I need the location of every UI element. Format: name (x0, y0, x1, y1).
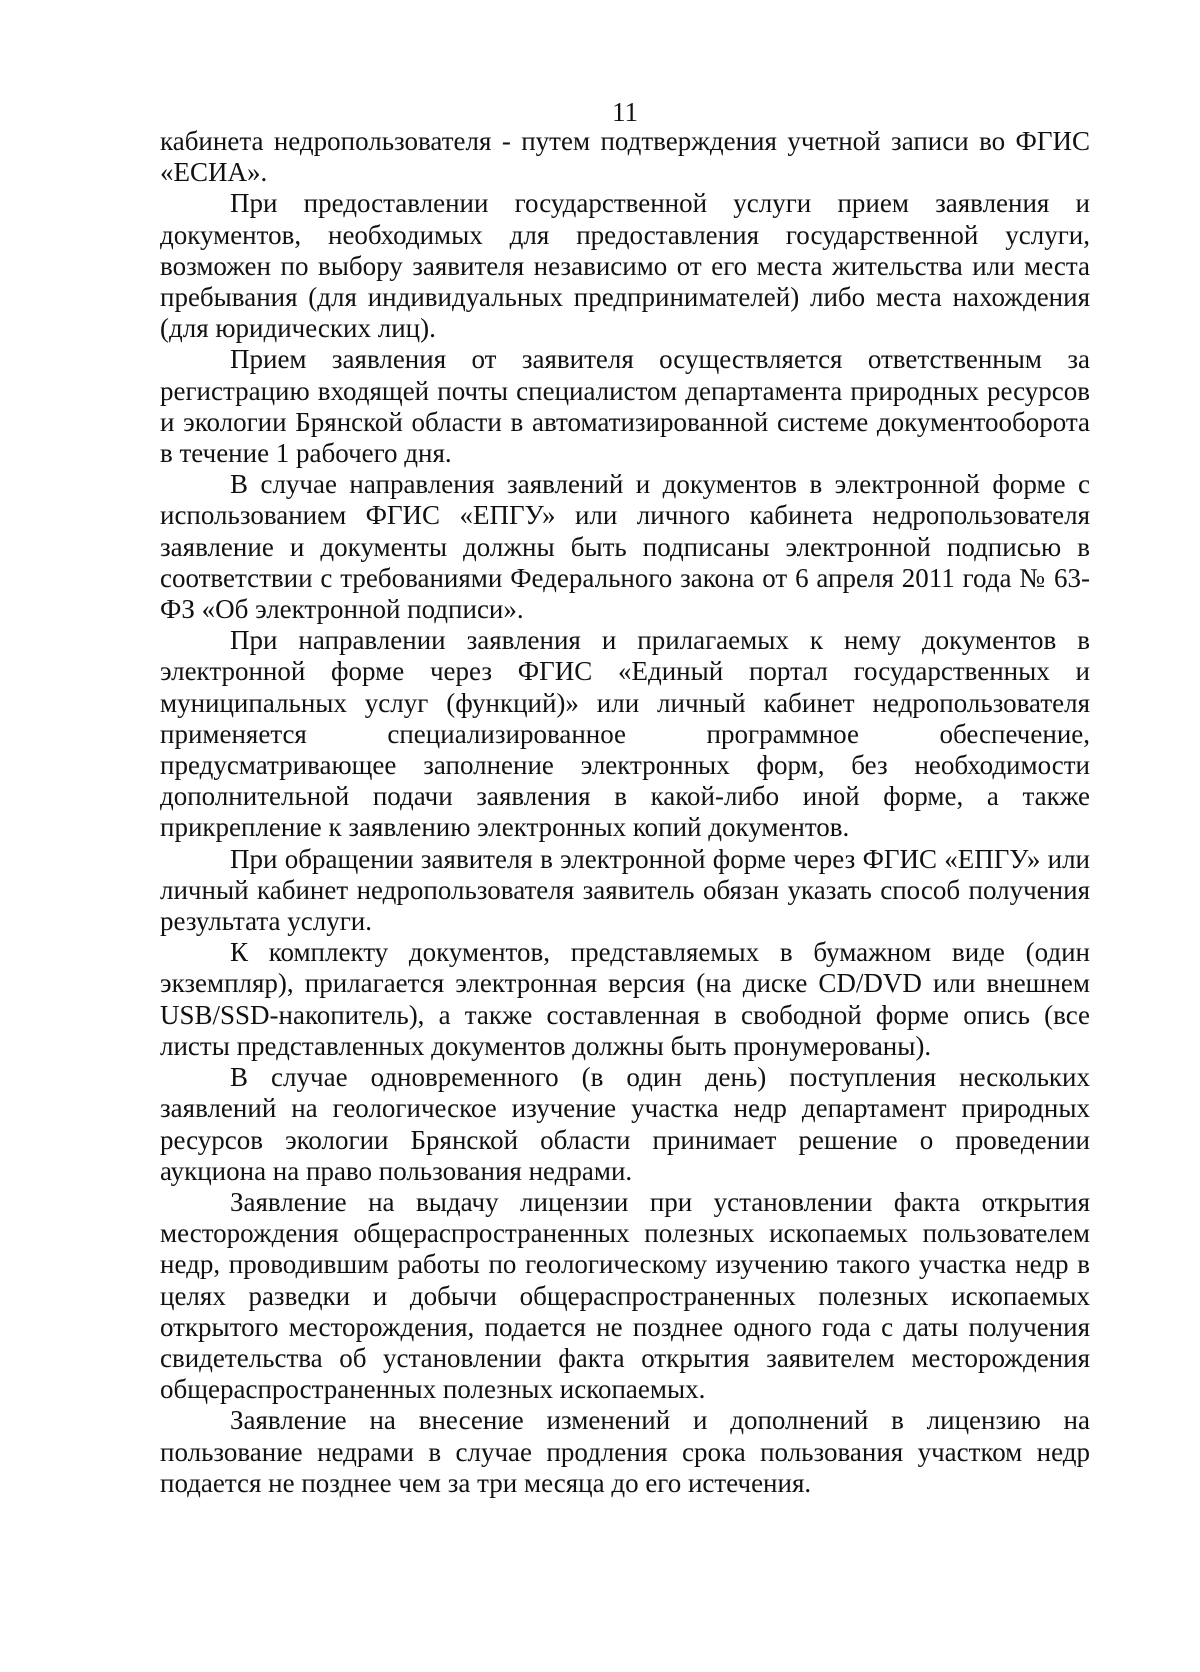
paragraph: При направлении заявления и прилагаемых к нему документов в электронной форме через ФГИС «Единый портал государственных и муниципальных услуг (функций)» или личный кабинет недропользователя применяется специализированное программное обеспечение, предусматривающее заполнение электронных форм, без необходимости дополнительной подачи заявления в какой-либо иной форме, а также прикрепление к заявлению электронных копий документов. (160, 625, 1090, 843)
paragraph: Заявление на выдачу лицензии при установлении факта открытия месторождения общераспространенных полезных ископаемых пользователем недр, проводившим работы по геологическому изучению такого участка недр в целях разведки и добычи общераспространенных полезных ископаемых открытого месторождения, подается не позднее одного года с даты получения свидетельства об установлении факта открытия заявителем месторождения общераспространенных полезных ископаемых. (160, 1186, 1090, 1405)
page-number: 11 (612, 97, 638, 127)
paragraph: Заявление на внесение изменений и дополнений в лицензию на пользование недрами в случае продления срока пользования участком недр подается не позднее чем за три месяца до его истечения. (160, 1405, 1090, 1498)
paragraph: К комплекту документов, представляемых в бумажном виде (один экземпляр), прилагается электронная версия (на диске CD/DVD или внешнем USB/SSD-накопитель), а также составленная в свободной форме опись (все листы представленных документов должны быть пронумерованы). (160, 937, 1090, 1061)
paragraph: Прием заявления от заявителя осуществляется ответственным за регистрацию входящей почты специалистом департамента природных ресурсов и экологии Брянской области в автоматизированной системе документооборота в течение 1 рабочего дня. (160, 344, 1090, 469)
paragraph: В случае направления заявлений и документов в электронной форме с использованием ФГИС «ЕПГУ» или личного кабинета недропользователя заявление и документы должны быть подписаны электронной подписью в соответствии с требованиями Федерального закона от 6 апреля 2011 года № 63-ФЗ «Об электронной подписи». (160, 469, 1090, 625)
paragraph: В случае одновременного (в один день) поступления нескольких заявлений на геологическое изучение участка недр департамент природных ресурсов экологии Брянской области принимает решение о проведении аукциона на право пользования недрами. (160, 1062, 1090, 1186)
paragraph: При обращении заявителя в электронной форме через ФГИС «ЕПГУ» или личный кабинет недропользователя заявитель обязан указать способ получения результата услуги. (160, 843, 1090, 937)
paragraph: При предоставлении государственной услуги прием заявления и документов, необходимых для предоставления государственной услуги, возможен по выбору заявителя независимо от его места жительства или места пребывания (для индивидуальных предпринимателей) либо места нахождения (для юридических лиц). (160, 188, 1090, 344)
document-body (160, 126, 1090, 1499)
paragraph: кабинета недропользователя - путем подтверждения учетной записи во ФГИС «ЕСИА». (160, 126, 1090, 188)
